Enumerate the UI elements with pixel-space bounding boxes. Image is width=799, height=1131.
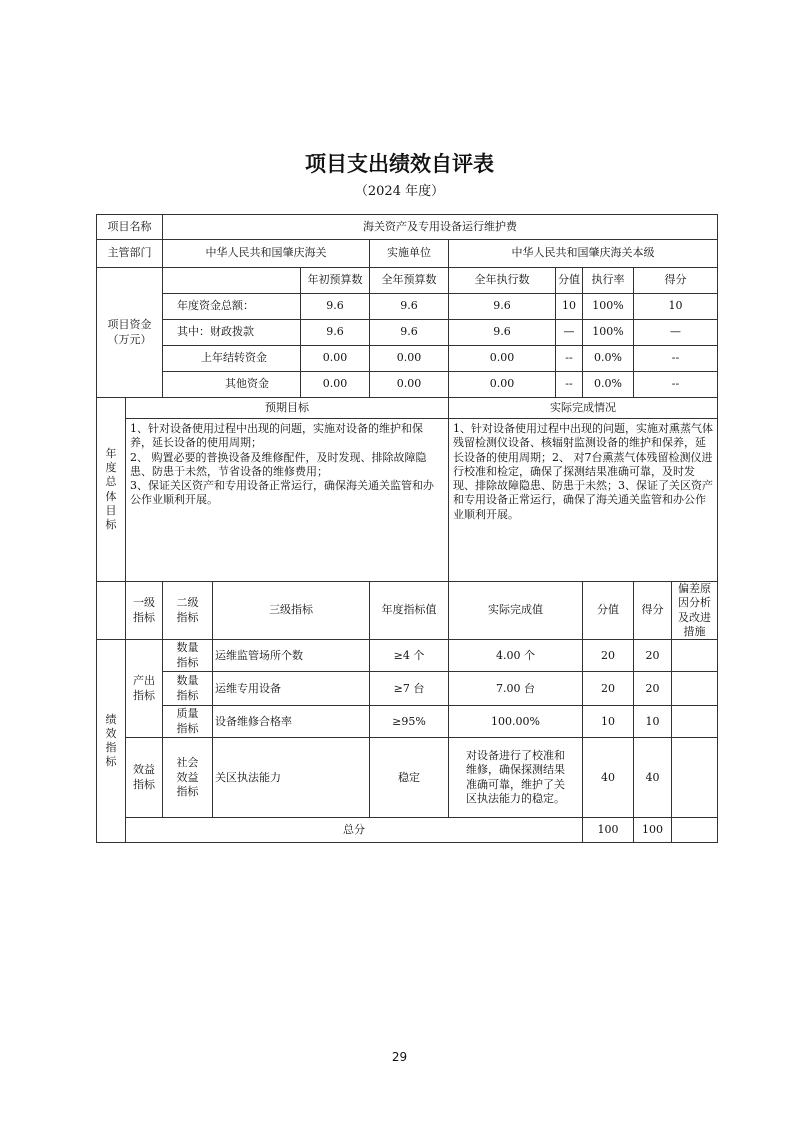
annual-target: ≥95%: [370, 706, 449, 738]
funds-cell: 9.6: [449, 320, 556, 346]
funds-cell: --: [556, 372, 583, 398]
level2-indicator: 质量指标: [163, 706, 213, 738]
funds-cell: 0.00: [301, 346, 370, 372]
funds-cell: 9.6: [449, 294, 556, 320]
funds-cell: 9.6: [370, 294, 449, 320]
evaluation-table: [96, 214, 718, 843]
level2-indicator: 数量指标: [163, 640, 213, 672]
deviation-note: [672, 706, 718, 738]
actual-results-header: 实际完成情况: [449, 398, 718, 419]
funds-cell: 0.00: [449, 372, 556, 398]
page-title: 项目支出绩效自评表: [305, 152, 494, 176]
goals-section-label: 年度总体目标: [97, 398, 126, 582]
funds-cell: 0.0%: [583, 346, 634, 372]
total-value: 100: [583, 818, 634, 843]
deviation-note: [672, 738, 718, 818]
funds-cell: 100%: [583, 294, 634, 320]
project-name: 海关资产及专用设备运行维护费: [163, 215, 718, 240]
indicator-header: 一级指标: [126, 582, 163, 640]
funds-cell: 0.00: [370, 372, 449, 398]
level3-indicator: 运维专用设备: [213, 672, 370, 706]
funds-header: 分值: [556, 268, 583, 294]
funds-header: 全年预算数: [370, 268, 449, 294]
funds-header: 执行率: [583, 268, 634, 294]
deviation-note: [672, 672, 718, 706]
page-subtitle: （2024 年度）: [354, 184, 445, 199]
actual-results-text: 1、针对设备使用过程中出现的问题，实施对熏蒸气体残留检测仪设备、核辐射监测设备的维护和保养，延长设备的使用周期；2、 对7台熏蒸气体残留检测仪进行校准和检定，确保了探测结果准确可靠，及时发现、排除故障隐患、防患于未然；3、保证了关区资产和专用设备正常运行，确保了海关通关监管和办公作业顺利开展。: [449, 419, 718, 582]
score: 20: [634, 672, 672, 706]
funds-row-label: 年度资金总额：: [163, 294, 301, 320]
funds-cell: —: [556, 320, 583, 346]
funds-cell: 100%: [583, 320, 634, 346]
level3-indicator: 设备维修合格率: [213, 706, 370, 738]
funds-cell: —: [634, 320, 718, 346]
project-name-label: 项目名称: [97, 215, 163, 240]
funds-row-label: 其中：财政拨款: [163, 320, 301, 346]
actual-value: 100.00%: [449, 706, 583, 738]
total-note: [672, 818, 718, 843]
indicator-header: 三级指标: [213, 582, 370, 640]
annual-target: ≥7 台: [370, 672, 449, 706]
funds-cell: 0.0%: [583, 372, 634, 398]
actual-value: 对设备进行了校准和维修，确保探测结果准确可靠，维护了关区执法能力的稳定。: [449, 738, 583, 818]
level1-indicator: 效益指标: [126, 738, 163, 818]
indicator-header: 实际完成值: [449, 582, 583, 640]
indicator-header: 二级指标: [163, 582, 213, 640]
funds-row-label: 其他资金: [163, 372, 301, 398]
funds-cell: 10: [556, 294, 583, 320]
level2-indicator: 社会效益指标: [163, 738, 213, 818]
funds-header: 全年执行数: [449, 268, 556, 294]
total-score: 100: [634, 818, 672, 843]
score-value: 10: [583, 706, 634, 738]
indicators-blank: [97, 582, 126, 640]
level3-indicator: 运维监管场所个数: [213, 640, 370, 672]
funds-cell: 0.00: [449, 346, 556, 372]
funds-cell: 0.00: [301, 372, 370, 398]
actual-value: 4.00 个: [449, 640, 583, 672]
level3-indicator: 关区执法能力: [213, 738, 370, 818]
score-value: 40: [583, 738, 634, 818]
total-label: 总分: [126, 818, 583, 843]
indicator-header: 年度指标值: [370, 582, 449, 640]
annual-target: ≥4 个: [370, 640, 449, 672]
actual-value: 7.00 台: [449, 672, 583, 706]
funds-cell: 10: [634, 294, 718, 320]
unit-value: 中华人民共和国肇庆海关本级: [449, 240, 718, 268]
funds-cell: --: [634, 372, 718, 398]
unit-label: 实施单位: [370, 240, 449, 268]
score: 20: [634, 640, 672, 672]
funds-row-label: 上年结转资金: [163, 346, 301, 372]
funds-cell: 0.00: [370, 346, 449, 372]
funds-cell: 9.6: [301, 320, 370, 346]
deviation-note: [672, 640, 718, 672]
indicators-section-label: 绩效指标: [97, 640, 126, 843]
funds-header: 得分: [634, 268, 718, 294]
score-value: 20: [583, 672, 634, 706]
page-number: 29: [391, 1050, 408, 1064]
indicator-header: 偏差原因分析及改进措施: [672, 582, 718, 640]
funds-cell: --: [634, 346, 718, 372]
funds-header: 年初预算数: [301, 268, 370, 294]
level2-indicator: 数量指标: [163, 672, 213, 706]
expected-goals-header: 预期目标: [126, 398, 449, 419]
funds-cell: 9.6: [370, 320, 449, 346]
dept-value: 中华人民共和国肇庆海关: [163, 240, 370, 268]
expected-goals-text: 1、针对设备使用过程中出现的问题，实施对设备的维护和保养，延长设备的使用周期； 2、 购置必要的普换设备及维修配件，及时发现、排除故障隐患、防患于未然，节省设备的维修费用； 3、保证关区资产和专用设备正常运行，确保海关通关监管和办公作业顺利开展。: [126, 419, 449, 582]
score-value: 20: [583, 640, 634, 672]
annual-target: 稳定: [370, 738, 449, 818]
funds-cell: --: [556, 346, 583, 372]
funds-header-blank: [163, 268, 301, 294]
funds-cell: 9.6: [301, 294, 370, 320]
score: 10: [634, 706, 672, 738]
dept-label: 主管部门: [97, 240, 163, 268]
indicator-header: 得分: [634, 582, 672, 640]
indicator-header: 分值: [583, 582, 634, 640]
score: 40: [634, 738, 672, 818]
funds-section-label: 项目资金（万元）: [97, 268, 163, 398]
level1-indicator: 产出指标: [126, 640, 163, 738]
